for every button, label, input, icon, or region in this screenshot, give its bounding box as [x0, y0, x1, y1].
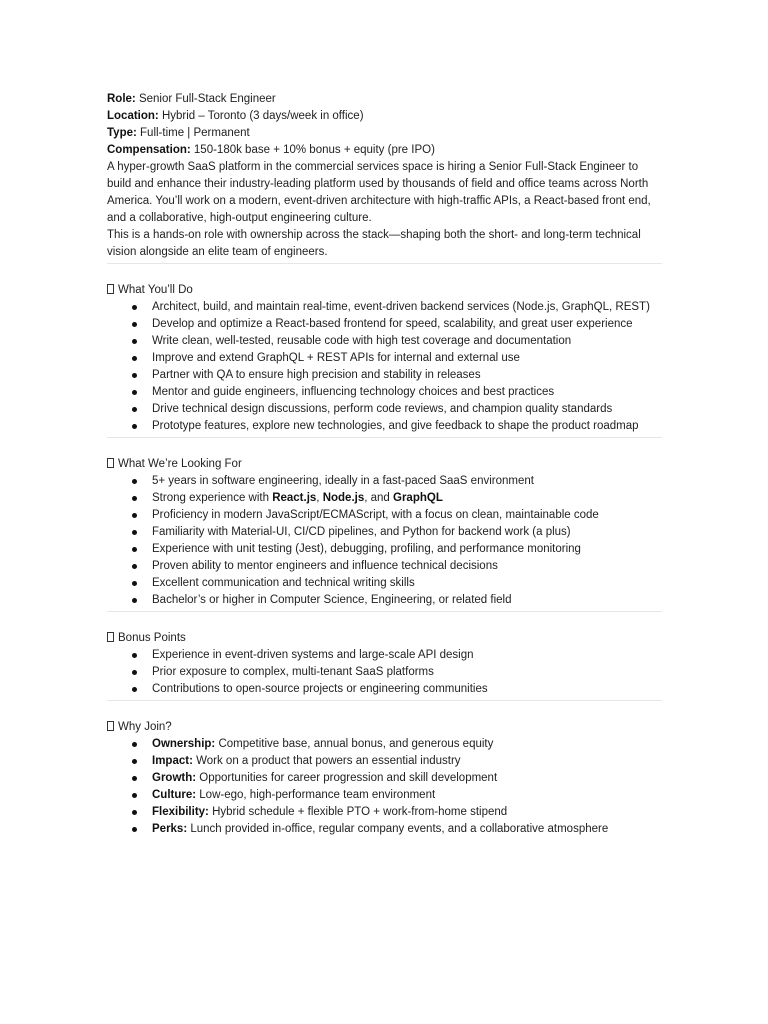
- list-item-text: Write clean, well-tested, reusable code with high test coverage and documentation: [152, 335, 572, 347]
- section-divider: [107, 700, 662, 701]
- separator-text: , and: [364, 492, 394, 504]
- bullet-icon: [132, 322, 137, 327]
- list-item-text: Improve and extend GraphQL + REST APIs for internal and external use: [152, 352, 520, 364]
- separator-text: ,: [316, 492, 323, 504]
- list-item: [107, 592, 662, 609]
- bullet-icon: [132, 547, 137, 552]
- list-item: [107, 384, 662, 401]
- list-item: [107, 821, 662, 838]
- section-title-bonus-points: [107, 630, 662, 647]
- section-title-why-join: [107, 719, 662, 736]
- list-item: [107, 350, 662, 367]
- list-item: [107, 401, 662, 418]
- section-title-what-youll-do: [107, 282, 662, 299]
- skill-react: React.js: [272, 492, 317, 504]
- bullet-icon: [132, 827, 137, 832]
- list-item: [107, 753, 662, 770]
- list-item-text: Architect, build, and maintain real-time, event-driven backend services (Node.js, GraphQL, REST): [152, 301, 650, 313]
- bullet-icon: [132, 305, 137, 310]
- bullet-icon: [132, 390, 137, 395]
- bullet-icon: [132, 496, 137, 501]
- list-item: [107, 490, 662, 507]
- list-item: [107, 681, 662, 698]
- type-value: Full-time | Permanent: [140, 127, 250, 139]
- list-item: [107, 541, 662, 558]
- list-item: [107, 418, 662, 435]
- what-were-looking-for-list: [107, 473, 662, 609]
- intro-paragraph-2: This is a hands-on role with ownership across the stack—shaping both the short- and long-term technical vision alongside an elite team of engineers.: [107, 229, 641, 258]
- section-title-text: What We’re Looking For: [118, 458, 242, 470]
- benefit-label: Culture:: [152, 789, 197, 801]
- bullet-icon: [132, 407, 137, 412]
- list-item: [107, 299, 662, 316]
- bullet-icon: [132, 687, 137, 692]
- section-divider: [107, 263, 662, 264]
- benefit-text: Hybrid schedule + flexible PTO + work-from-home stipend: [208, 806, 508, 818]
- list-item: [107, 664, 662, 681]
- list-item-text: Contributions to open-source projects or engineering communities: [152, 683, 488, 695]
- bullet-icon: [132, 581, 137, 586]
- list-item: [107, 558, 662, 575]
- bullet-icon: [132, 479, 137, 484]
- bullet-icon: [132, 373, 137, 378]
- job-posting: [107, 91, 662, 838]
- bullet-icon: [132, 810, 137, 815]
- bullet-icon: [132, 759, 137, 764]
- list-item-text: Experience in event-driven systems and large-scale API design: [152, 649, 474, 661]
- list-item: [107, 647, 662, 664]
- bullet-icon: [132, 793, 137, 798]
- intro-paragraph: A hyper-growth SaaS platform in the commercial services space is hiring a Senior Full-Stack Engineer to build and enhance their industry-leading platform used by thousands of field and office teams across North America. You’ll work on a modern, event-driven architecture with high-traffic APIs, a React-based front end, and a collaborative, high-output engineering culture.: [107, 161, 651, 224]
- list-item-text: Develop and optimize a React-based frontend for speed, scalability, and great user experience: [152, 318, 633, 330]
- bullet-icon: [132, 776, 137, 781]
- compensation-label: Compensation:: [107, 144, 191, 156]
- section-title-text: Bonus Points: [118, 632, 186, 644]
- list-item: [107, 333, 662, 350]
- section-title-what-were-looking-for: [107, 456, 662, 473]
- list-item-text: Prototype features, explore new technologies, and give feedback to shape the product roadmap: [152, 420, 639, 432]
- benefit-label: Ownership:: [152, 738, 216, 750]
- list-item-text: Mentor and guide engineers, influencing technology choices and best practices: [152, 386, 555, 398]
- bullet-icon: [132, 653, 137, 658]
- missing-glyph-icon: [107, 284, 114, 294]
- bullet-icon: [132, 598, 137, 603]
- compensation-line: [107, 142, 662, 159]
- location-label: Location:: [107, 110, 159, 122]
- list-item-text: Partner with QA to ensure high precision and stability in releases: [152, 369, 481, 381]
- section-title-text: What You’ll Do: [118, 284, 193, 296]
- role-label: Role:: [107, 93, 136, 105]
- list-item-text: Drive technical design discussions, perform code reviews, and champion quality standards: [152, 403, 613, 415]
- list-item-text: Familiarity with Material-UI, CI/CD pipelines, and Python for backend work (a plus): [152, 526, 571, 538]
- bullet-icon: [132, 670, 137, 675]
- benefit-text: Opportunities for career progression and skill development: [196, 772, 498, 784]
- bullet-icon: [132, 564, 137, 569]
- benefit-label: Perks:: [152, 823, 188, 835]
- benefit-text: Low-ego, high-performance team environment: [196, 789, 436, 801]
- role-value: Senior Full-Stack Engineer: [138, 93, 276, 105]
- bullet-icon: [132, 530, 137, 535]
- why-join-list: [107, 736, 662, 838]
- type-label: Type:: [107, 127, 137, 139]
- missing-glyph-icon: [107, 721, 114, 731]
- role-line: [107, 91, 662, 108]
- section-divider: [107, 437, 662, 438]
- list-item: [107, 770, 662, 787]
- benefit-label: Growth:: [152, 772, 197, 784]
- section-title-text: Why Join?: [118, 721, 172, 733]
- benefit-label: Impact:: [152, 755, 193, 767]
- location-line: [107, 108, 662, 125]
- list-item: [107, 787, 662, 804]
- list-item-text: Excellent communication and technical writing skills: [152, 577, 415, 589]
- bullet-icon: [132, 339, 137, 344]
- list-item-text: Experience with unit testing (Jest), debugging, profiling, and performance monitoring: [152, 543, 581, 555]
- list-item: [107, 367, 662, 384]
- benefit-label: Flexibility:: [152, 806, 209, 818]
- benefit-text: Competitive base, annual bonus, and generous equity: [215, 738, 494, 750]
- compensation-value: 150-180k base + 10% bonus + equity (pre IPO): [193, 144, 435, 156]
- list-item: [107, 473, 662, 490]
- bullet-icon: [132, 356, 137, 361]
- list-item-text: Prior exposure to complex, multi-tenant SaaS platforms: [152, 666, 434, 678]
- list-item: [107, 316, 662, 333]
- skill-node: Node.js: [322, 492, 365, 504]
- missing-glyph-icon: [107, 632, 114, 642]
- list-item: [107, 507, 662, 524]
- list-item: [107, 804, 662, 821]
- list-item: [107, 736, 662, 753]
- bullet-icon: [132, 424, 137, 429]
- list-item-text: Bachelor’s or higher in Computer Science, Engineering, or related field: [152, 594, 512, 606]
- list-item-text: Proficiency in modern JavaScript/ECMAScript, with a focus on clean, maintainable code: [152, 509, 599, 521]
- bullet-icon: [132, 742, 137, 747]
- missing-glyph-icon: [107, 458, 114, 468]
- list-item: [107, 575, 662, 592]
- skill-graphql: GraphQL: [393, 492, 443, 504]
- bullet-icon: [132, 513, 137, 518]
- bonus-points-list: [107, 647, 662, 698]
- list-item: [107, 524, 662, 541]
- section-divider: [107, 611, 662, 612]
- benefit-text: Lunch provided in-office, regular company events, and a collaborative atmosphere: [187, 823, 609, 835]
- what-youll-do-list: [107, 299, 662, 435]
- list-item-text: 5+ years in software engineering, ideally in a fast-paced SaaS environment: [152, 475, 534, 487]
- list-item-text: Proven ability to mentor engineers and influence technical decisions: [152, 560, 498, 572]
- benefit-text: Work on a product that powers an essential industry: [192, 755, 461, 767]
- list-item-text: Strong experience with: [152, 492, 273, 504]
- location-value: Hybrid – Toronto (3 days/week in office): [161, 110, 364, 122]
- type-line: [107, 125, 662, 142]
